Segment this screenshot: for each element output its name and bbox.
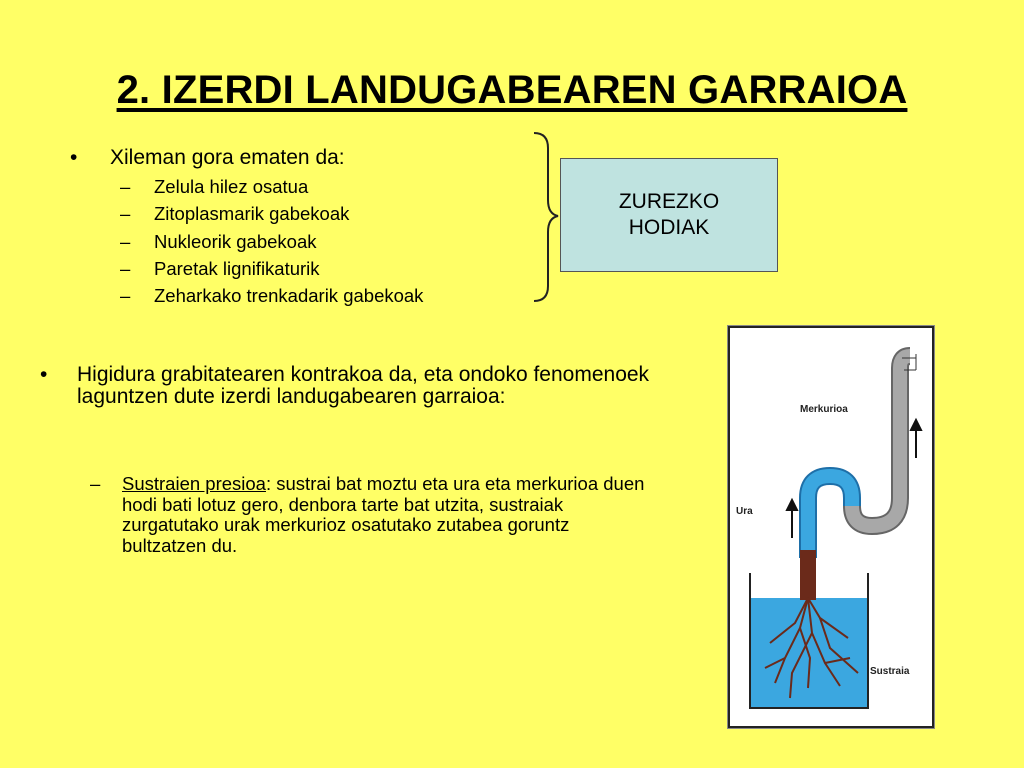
root-pressure-description: : sustrai bat moztu eta ura eta merkurioa duen hodi bati lotuz gero, denbora tarte bat utzita, sustraiak zurgatutako urak merkurioz osatutako zutabea goruntz bultzatzen du. — [122, 473, 645, 556]
dash-marker: – — [120, 285, 131, 307]
root-pressure-figure — [728, 326, 934, 728]
bullet-marker: • — [40, 363, 48, 386]
curly-brace — [528, 130, 562, 304]
dash-marker: – — [120, 176, 131, 197]
root-pressure-term: Sustraien presioa — [122, 473, 266, 494]
vessel-box — [560, 158, 778, 272]
bullet-marker: • — [70, 146, 78, 169]
slide-title: 2. IZERDI LANDUGABEAREN GARRAIOA — [116, 68, 908, 112]
bullet-gravity-text: Higidura grabitatearen kontrakoa da, eta ondoko fenomenoek laguntzen dute izerdi landugabearen garraioa: — [77, 363, 650, 408]
root-label: Sustraia — [870, 666, 910, 677]
list-item-text: Paretak lignifikaturik — [154, 257, 320, 279]
mercury-label: Merkurioa — [800, 404, 848, 415]
dash-marker: – — [120, 203, 131, 225]
list-item-text: Zelula hilez osatua — [154, 176, 309, 197]
bullet-xylem-text: Xileman gora ematen da: — [110, 146, 345, 169]
dash-marker: – — [120, 230, 131, 252]
cut-stem — [800, 550, 816, 600]
list-item-text: Zeharkako trenkadarik gabekoak — [154, 285, 424, 307]
vessel-box-line2: HODIAK — [628, 216, 710, 239]
root-pressure-text — [122, 474, 652, 556]
water-label: Ura — [736, 506, 753, 517]
dash-marker: – — [90, 473, 101, 494]
vessel-box-line1: ZUREZKO — [618, 190, 720, 213]
list-item-text: Nukleorik gabekoak — [154, 230, 317, 252]
dash-marker: – — [120, 257, 131, 279]
list-item-text: Zitoplasmarik gabekoak — [154, 203, 350, 225]
